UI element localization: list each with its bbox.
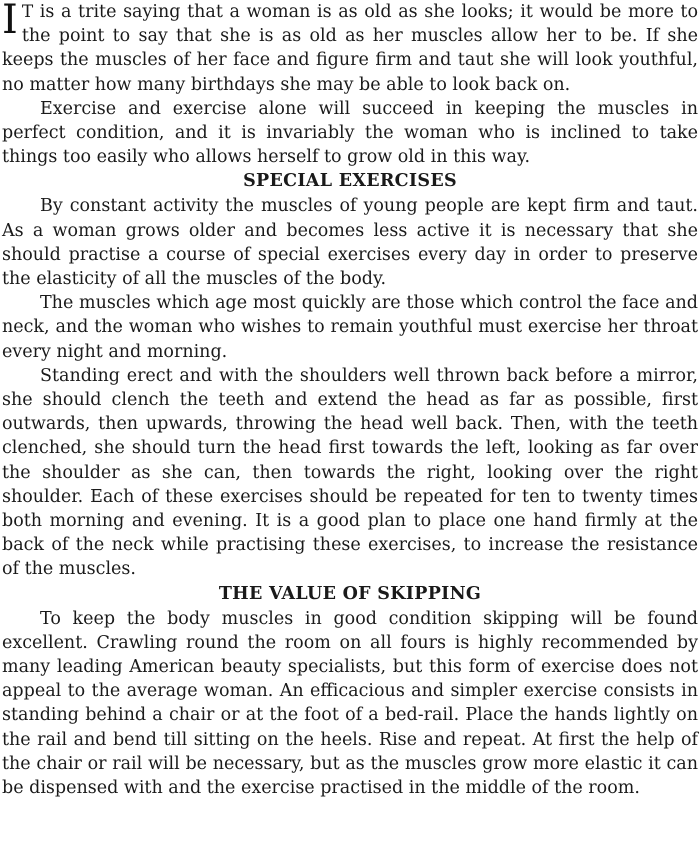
body-paragraph: Standing erect and with the shoulders well thrown back before a mirror, she should clench the teeth and extend the head as far as possible, first outwards, then upwards, throwing the head well back. Then, with the teeth clenched, she should turn the head first towards the left, looking as far over the shoulder as she can, then towards the right, looking over the right shoulder. Each of these exercises should be repeated for ten to twenty times both morning and evening. It is a good plan to place one hand firmly at the back of the neck while practising these exercises, to increase the resistance of the muscles.: [2, 365, 698, 580]
intro-text: is a trite saying that a woman is as old as she looks; it would be more to the point to say that she is as old as her muscles allow her to be. If she keeps the muscles of her face and figure firm and taut she will look youthful, no matter how many birthdays she may be able to look back on.: [2, 2, 698, 95]
body-paragraph: To keep the body muscles in good condition skipping will be found excellent. Crawling round the room on all fours is highly recommended by many leading American beauty specialists, but this form of exercise does not appeal to the average woman. An efficacious and simpler exercise consists in standing behind a chair or at the foot of a bed-rail. Place the hands lightly on the rail and bend till sitting on the heels. Rise and repeat. At first the help of the chair or rail will be necessary, but as the muscles grow more elastic it can be dispensed with and the exercise practised in the middle of the room.: [2, 608, 698, 799]
section-heading-value-of-skipping: THE VALUE OF SKIPPING: [218, 583, 482, 604]
drop-cap: I: [2, 0, 18, 43]
body-paragraph: By constant activity the muscles of young people are kept firm and taut. As a woman grows older and becomes less active it is necessary that she should practise a course of special exercises every day in order to preserve the elasticity of all the muscles of the body.: [2, 196, 698, 290]
body-paragraph: Exercise and exercise alone will succeed in keeping the muscles in perfect condition, and it is invariably the woman who is inclined to take things too easily who allows herself to grow old in this way.: [2, 98, 698, 168]
section-heading-special-exercises: SPECIAL EXERCISES: [243, 171, 457, 192]
body-paragraph: The muscles which age most quickly are those which control the face and neck, and the woman who wishes to remain youthful must exercise her throat every night and morning.: [2, 293, 698, 362]
lead-in-letter: T: [21, 2, 34, 22]
intro-paragraph: [2, 0, 698, 97]
